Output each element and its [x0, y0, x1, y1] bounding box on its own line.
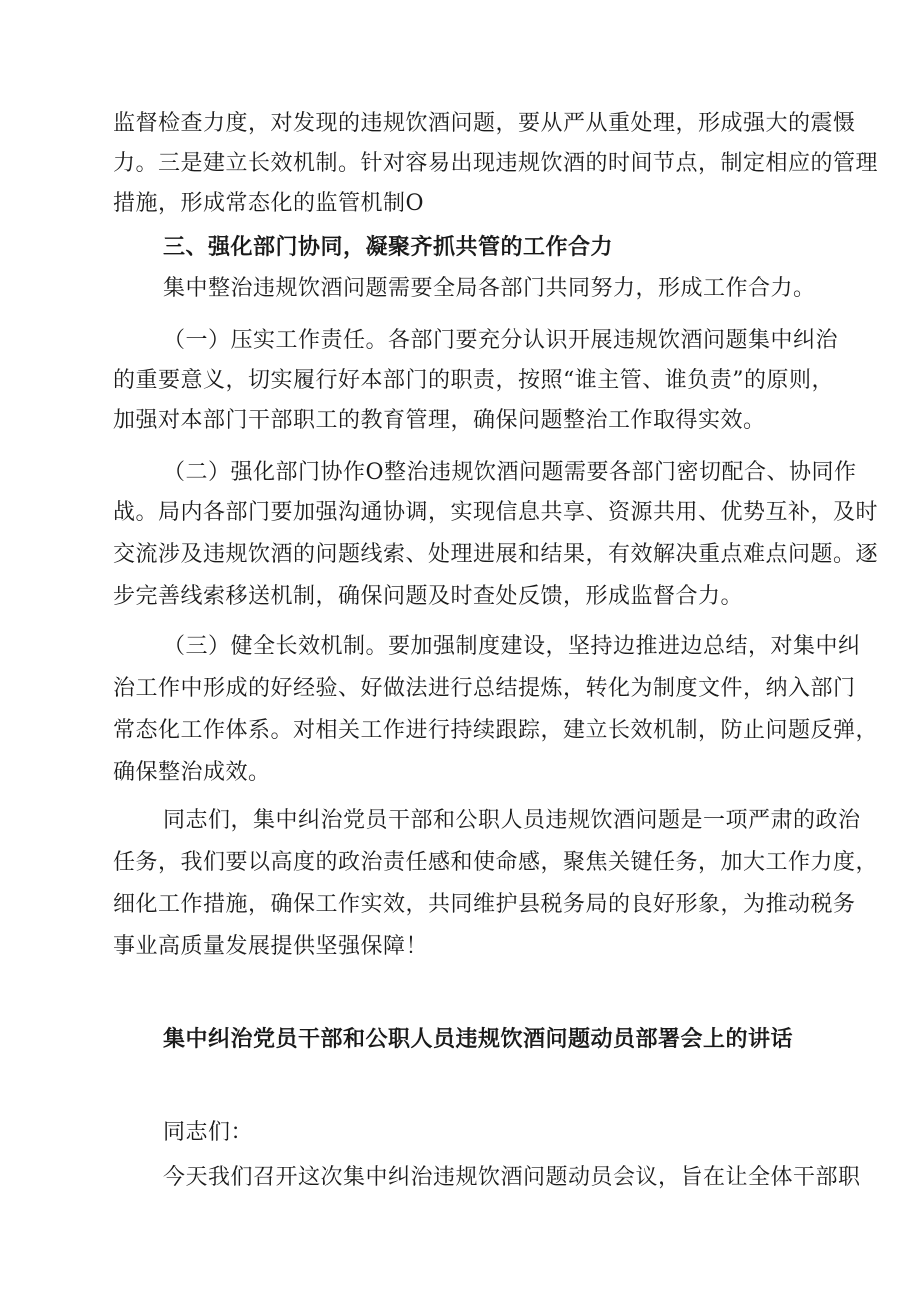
paragraph-line: 集中整治违规饮酒问题需要全局各部门共同努力，形成工作合力。 — [163, 276, 816, 301]
paragraph-line: 的重要意义，切实履行好本部门的职责，按照“谁主管、谁负责”的原则， — [113, 368, 834, 393]
paragraph-line: 战。局内各部门要加强沟通协调，实现信息共享、资源共用、优势互补，及时 — [113, 500, 879, 525]
paragraph-line: 监督检查力度，对发现的违规饮酒问题，要从严从重处理，形成强大的震慑 — [113, 111, 856, 136]
paragraph-line: 同志们，集中纠治党员干部和公职人员违规饮酒问题是一项严肃的政治 — [163, 808, 861, 833]
salutation: 同志们： — [163, 1120, 254, 1145]
paragraph-line: 加强对本部门干部职工的教育管理，确保问题整治工作取得实效。 — [113, 408, 766, 433]
paragraph-line: （一）压实工作责任。各部门要充分认识开展违规饮酒问题集中纠治 — [163, 328, 839, 353]
paragraph-line: 步完善线索移送机制，确保问题及时查处反馈，形成监督合力。 — [113, 584, 744, 609]
paragraph-line: 细化工作措施，确保工作实效，共同维护县税务局的良好形象，为推动税务 — [113, 892, 856, 917]
paragraph-line: 力。三是建立长效机制。针对容易出现违规饮酒的时间节点，制定相应的管理 — [113, 151, 879, 176]
paragraph-line: 常态化工作体系。对相关工作进行持续跟踪，建立长效机制，防止问题反弹， — [113, 718, 879, 743]
paragraph-line: 交流涉及违规饮酒的问题线索、处理进展和结果，有效解决重点难点问题。逐 — [113, 542, 879, 567]
paragraph-line: 确保整治成效。 — [113, 760, 271, 785]
paragraph-line: 措施，形成常态化的监管机制O — [113, 191, 425, 216]
paragraph-line: 今天我们召开这次集中纠治违规饮酒问题动员会议，旨在让全体干部职 — [163, 1165, 861, 1190]
section-heading: 三、强化部门协同，凝聚齐抓共管的工作合力 — [163, 234, 614, 260]
paragraph-line: 任务，我们要以高度的政治责任感和使命感，聚焦关键任务，加大工作力度， — [113, 850, 879, 875]
paragraph-line: 事业高质量发展提供坚强保障！ — [113, 934, 429, 959]
speech-title: 集中纠治党员干部和公职人员违规饮酒问题动员部署会上的讲话 — [163, 1026, 794, 1052]
paragraph-line: （三）健全长效机制。要加强制度建设，坚持边推进边总结，对集中纠 — [163, 634, 861, 659]
paragraph-line: 治工作中形成的好经验、好做法进行总结提炼，转化为制度文件，纳入部门 — [113, 676, 856, 701]
paragraph-line: （二）强化部门协作O整治违规饮酒问题需要各部门密切配合、协同作 — [163, 460, 857, 485]
